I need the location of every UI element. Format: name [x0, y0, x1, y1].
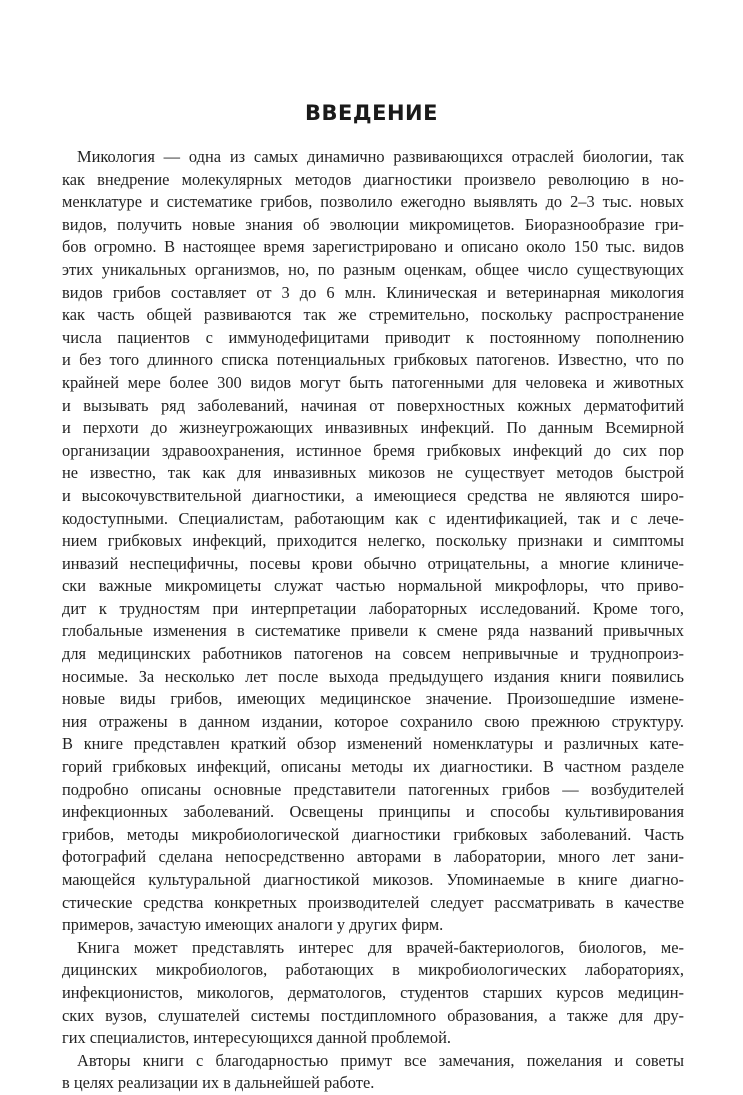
text-line: числа пациентов с иммунодефицитами приводит к постоянному пополнению	[62, 327, 684, 347]
text-line: Микология — одна из самых динамично развивающихся отраслей биологии, так	[77, 147, 684, 166]
text-line: как часть общей развиваются так же стремительно, поскольку распространение	[62, 305, 684, 325]
text-line: Авторы книги с благодарностью примут все замечания, пожелания и советы	[77, 1050, 684, 1070]
text-line: ских вузов, слушателей системы постдипломного образования, а также для дру-	[62, 1005, 684, 1025]
text-line: для медицинских работников патогенов на совсем непривычные и труднопроиз-	[62, 644, 684, 664]
text-line: глобальные изменения в систематике привели к смене ряда названий привычных	[62, 621, 684, 641]
text-line: мающейся культуральной диагностикой микозов. Упоминаемые в книге диагно-	[62, 870, 684, 889]
text-line: ния отражены в данном издании, которое сохранило свою прежнюю структуру.	[62, 711, 684, 731]
text-line: В книге представлен краткий обзор изменений номенклатуры и различных кате-	[62, 734, 684, 754]
paragraph-3	[62, 1050, 684, 1095]
text-line: и вызывать ряд заболеваний, начиная от поверхностных кожных дерматофитий	[62, 395, 684, 415]
text-line: нием грибковых инфекций, приходится нелегко, поскольку признаки и симптомы	[62, 531, 684, 551]
text-line: дит к трудностям при интерпретации лабораторных исследований. Кроме того,	[62, 598, 684, 618]
text-line: Книга может представлять интерес для врачей-бактериологов, биологов, ме-	[77, 937, 684, 957]
text-line: видов, получить новые знания об эволюции микромицетов. Биоразнообразие гри-	[62, 214, 684, 234]
paragraph-2	[62, 937, 684, 1050]
text-line: дицинских микробиологов, работающих в микробиологических лабораториях,	[62, 960, 684, 980]
text-line: ски важные микромицеты служат частью нормальной микрофлоры, что приво-	[62, 576, 684, 596]
body-text	[62, 146, 684, 1095]
text-line: кодоступными. Специалистам, работающим как с идентификацией, так и с лече-	[62, 508, 684, 528]
paragraph-1	[62, 146, 684, 937]
text-line: и высокочувствительной диагностики, а имеющиеся средства не являются широ-	[62, 485, 684, 505]
text-line: этих уникальных организмов, но, по разным оценкам, общее число существующих	[62, 259, 684, 279]
text-line: примеров, зачастую имеющих аналоги у других фирм.	[62, 915, 444, 935]
text-line: инфекционных заболеваний. Освещены принципы и способы культивирования	[62, 802, 684, 822]
text-line: стические средства конкретных производителей следует рассматривать в качестве	[62, 892, 684, 912]
text-line: горий грибковых инфекций, описаны методы их диагностики. В частном разделе	[62, 757, 684, 777]
text-line: крайней мере более 300 видов могут быть патогенными для человека и животных	[62, 372, 684, 392]
page-title: ВВЕДЕНИЕ	[305, 101, 438, 125]
text-line: инфекционистов, микологов, дерматологов, студентов старших курсов медицин-	[62, 982, 684, 1002]
text-line: и перхоти до жизнеугрожающих инвазивных инфекций. По данным Всемирной	[62, 418, 684, 438]
text-line: инвазий неспецифичны, посевы крови обычно отрицательны, а многие клиниче-	[62, 553, 684, 573]
text-line: носимые. За несколько лет после выхода предыдущего издания книги появились	[62, 666, 684, 686]
text-line: менклатуре и систематике грибов, позволило ежегодно выявлять до 2–3 тыс. новых	[62, 192, 684, 212]
text-line: бов огромно. В настоящее время зарегистрировано и описано около 150 тыс. видов	[62, 237, 684, 257]
text-line: не известно, так как для инвазивных микозов не существует методов быстрой	[62, 463, 684, 483]
text-line: гих специалистов, интересующихся данной проблемой.	[62, 1028, 451, 1048]
text-line: и без того длинного списка потенциальных грибковых патогенов. Известно, что по	[62, 350, 684, 370]
text-line: как внедрение молекулярных методов диагностики произвело революцию в но-	[62, 169, 684, 189]
text-line: видов грибов составляет от 3 до 6 млн. Клиническая и ветеринарная микология	[62, 282, 684, 302]
text-line: подробно описаны основные представители патогенных грибов — возбудителей	[62, 779, 684, 799]
text-line: фотографий сделана непосредственно авторами в лаборатории, много лет зани-	[62, 847, 684, 867]
text-line: новые виды грибов, имеющих медицинское значение. Произошедшие измене-	[62, 689, 684, 709]
text-line: грибов, методы микробиологической диагностики грибковых заболеваний. Часть	[62, 824, 684, 844]
text-line: организации здравоохранения, истинное бремя грибковых инфекций до сих пор	[62, 440, 684, 460]
text-line: в целях реализации их в дальнейшей работе.	[62, 1073, 375, 1093]
